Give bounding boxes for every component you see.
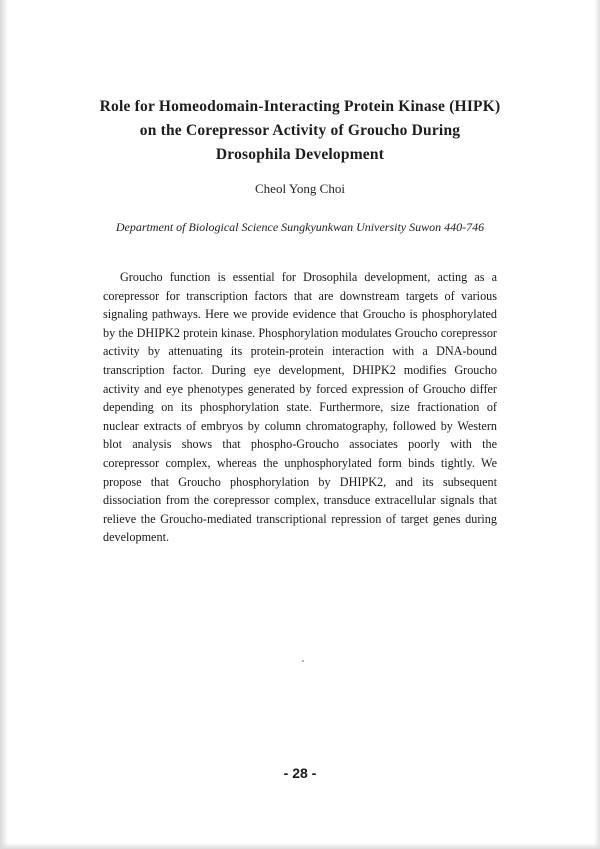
- abstract-paragraph: Groucho function is essential for Drosophila development, acting as a corepressor for transcription factors that are downstream targets of various signaling pathways. Here we provide evidence that Groucho is phosphorylated by the DHIPK2 protein kinase. Phosphorylation modulates Groucho corepressor activity by attenuating its protein-protein interaction with a DNA-bound transcription factor. During eye development, DHIPK2 modifies Groucho activity and eye phenotypes generated by forced expression of Groucho differ depending on its phosphorylation state. Furthermore, size fractionation of nuclear extracts of embryos by column chromatography, followed by Western blot analysis shows that phospho-Groucho associates poorly with the corepressor complex, whereas the unphosphorylated form binds tightly. We propose that Groucho phosphorylation by DHIPK2, and its subsequent dissociation from the corepressor complex, transduce extracellular signals that relieve the Groucho-mediated transcriptional repression of target genes during development.: [103, 270, 497, 545]
- page-number: - 28 -: [283, 765, 317, 781]
- paper-title-line-2: on the Corepressor Activity of Groucho During: [139, 122, 461, 139]
- scan-edge-right: [594, 0, 600, 849]
- author-name: Cheol Yong Choi: [255, 181, 345, 196]
- scan-edge-left: [0, 0, 8, 849]
- paper-title-line-1: Role for Homeodomain-Interacting Protein Kinase (HIPK): [99, 98, 501, 115]
- paper-title-line-3: Drosophila Development: [215, 146, 385, 163]
- scan-edge-bottom: [0, 843, 600, 849]
- author-affiliation: Department of Biological Science Sungkyunkwan University Suwon 440-746: [115, 220, 485, 234]
- scan-speck: [302, 660, 304, 662]
- paper-title: [60, 95, 540, 167]
